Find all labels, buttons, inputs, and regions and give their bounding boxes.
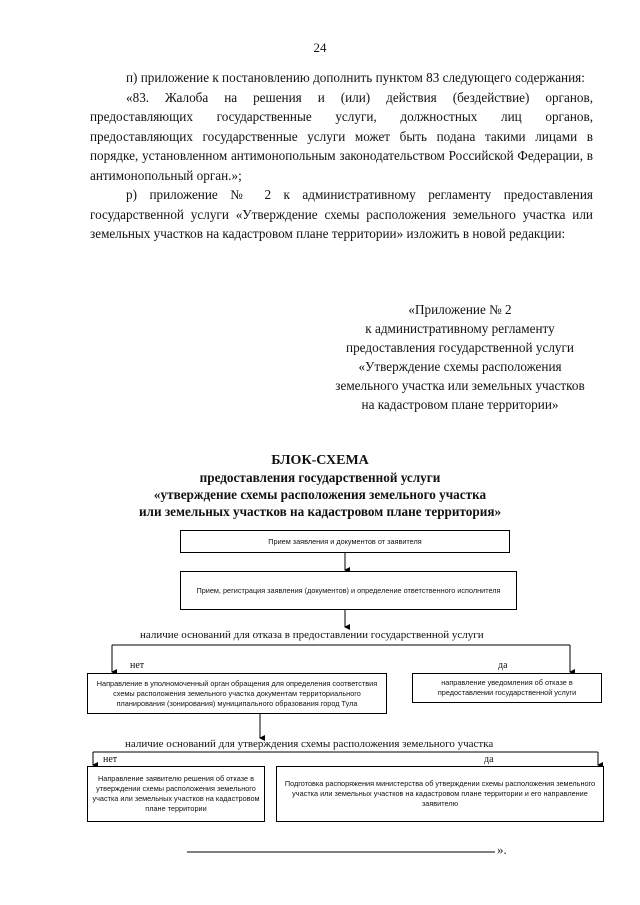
flow-box-approval-order: Подготовка распоряжения министерства об утверждении схемы расположения земельного участка или земельных участков на кадастровом плане территории и его направление заявителю bbox=[276, 766, 604, 822]
branch-no-label: нет bbox=[130, 660, 145, 671]
flow-box-refusal-decision: Направление заявителю решения об отказе в утверждении схемы расположения земельного участка или земельных участков на кадастровом плане территории bbox=[87, 766, 265, 822]
closing-quote: ». bbox=[497, 842, 507, 857]
branch-no-label: нет bbox=[103, 754, 118, 765]
condition-approval: наличие оснований для утверждения схемы расположения земельного участка bbox=[125, 738, 494, 750]
title-line: предоставления государственной услуги bbox=[199, 470, 441, 485]
paragraph-p: п) приложение к постановлению дополнить пунктом 83 следующего содержания: bbox=[126, 70, 585, 85]
flow-box-register: Прием, регистрация заявления (документов) и определение ответственного исполнителя bbox=[180, 571, 517, 610]
annex-line: «Утверждение схемы расположения bbox=[358, 359, 562, 374]
flow-box-refusal-notice: направление уведомления об отказе в предоставлении государственной услуги bbox=[412, 673, 602, 703]
annex-line: предоставления государственной услуги bbox=[346, 340, 574, 355]
annex-line: земельного участка или земельных участков bbox=[335, 378, 585, 393]
annex-line: к административному регламенту bbox=[365, 321, 555, 336]
paragraph-83: «83. Жалоба на решения и (или) действия (бездействие) органов, предоставляющих государственные услуги, должностных лиц органов, предоставляющих государственные услуги может быть подана такими лицами в порядке, установленном антимонопольным законодательством Российской Федерации, в антимонопольный орган.»; bbox=[90, 89, 593, 183]
title-line: «утверждение схемы расположения земельного участка bbox=[153, 487, 487, 502]
flow-box-send-request: Направление в уполномоченный орган обращения для определения соответствия схемы расположения земельного участка документам территориального планирования (зонирования) муниципального образования город Тула bbox=[87, 673, 387, 714]
title-line: или земельных участков на кадастровом плане территория» bbox=[138, 504, 502, 519]
branch-yes-label: да bbox=[484, 754, 494, 765]
paragraph-r: р) приложение № 2 к административному регламенту предоставления государственной услуги «Утверждение схемы расположения земельного участка или земельных участков на кадастровом плане территории» изложить в новой редакции: bbox=[90, 187, 593, 241]
page-number: 24 bbox=[313, 40, 327, 55]
condition-refusal: наличие оснований для отказа в предоставлении государственной услуги bbox=[140, 629, 484, 641]
annex-line: на кадастровом плане территории» bbox=[361, 397, 559, 412]
title-line: БЛОК-СХЕМА bbox=[271, 453, 369, 468]
flow-box-receive: Прием заявления и документов от заявителя bbox=[180, 530, 510, 553]
annex-line: «Приложение № 2 bbox=[408, 302, 512, 317]
branch-yes-label: да bbox=[498, 660, 508, 671]
